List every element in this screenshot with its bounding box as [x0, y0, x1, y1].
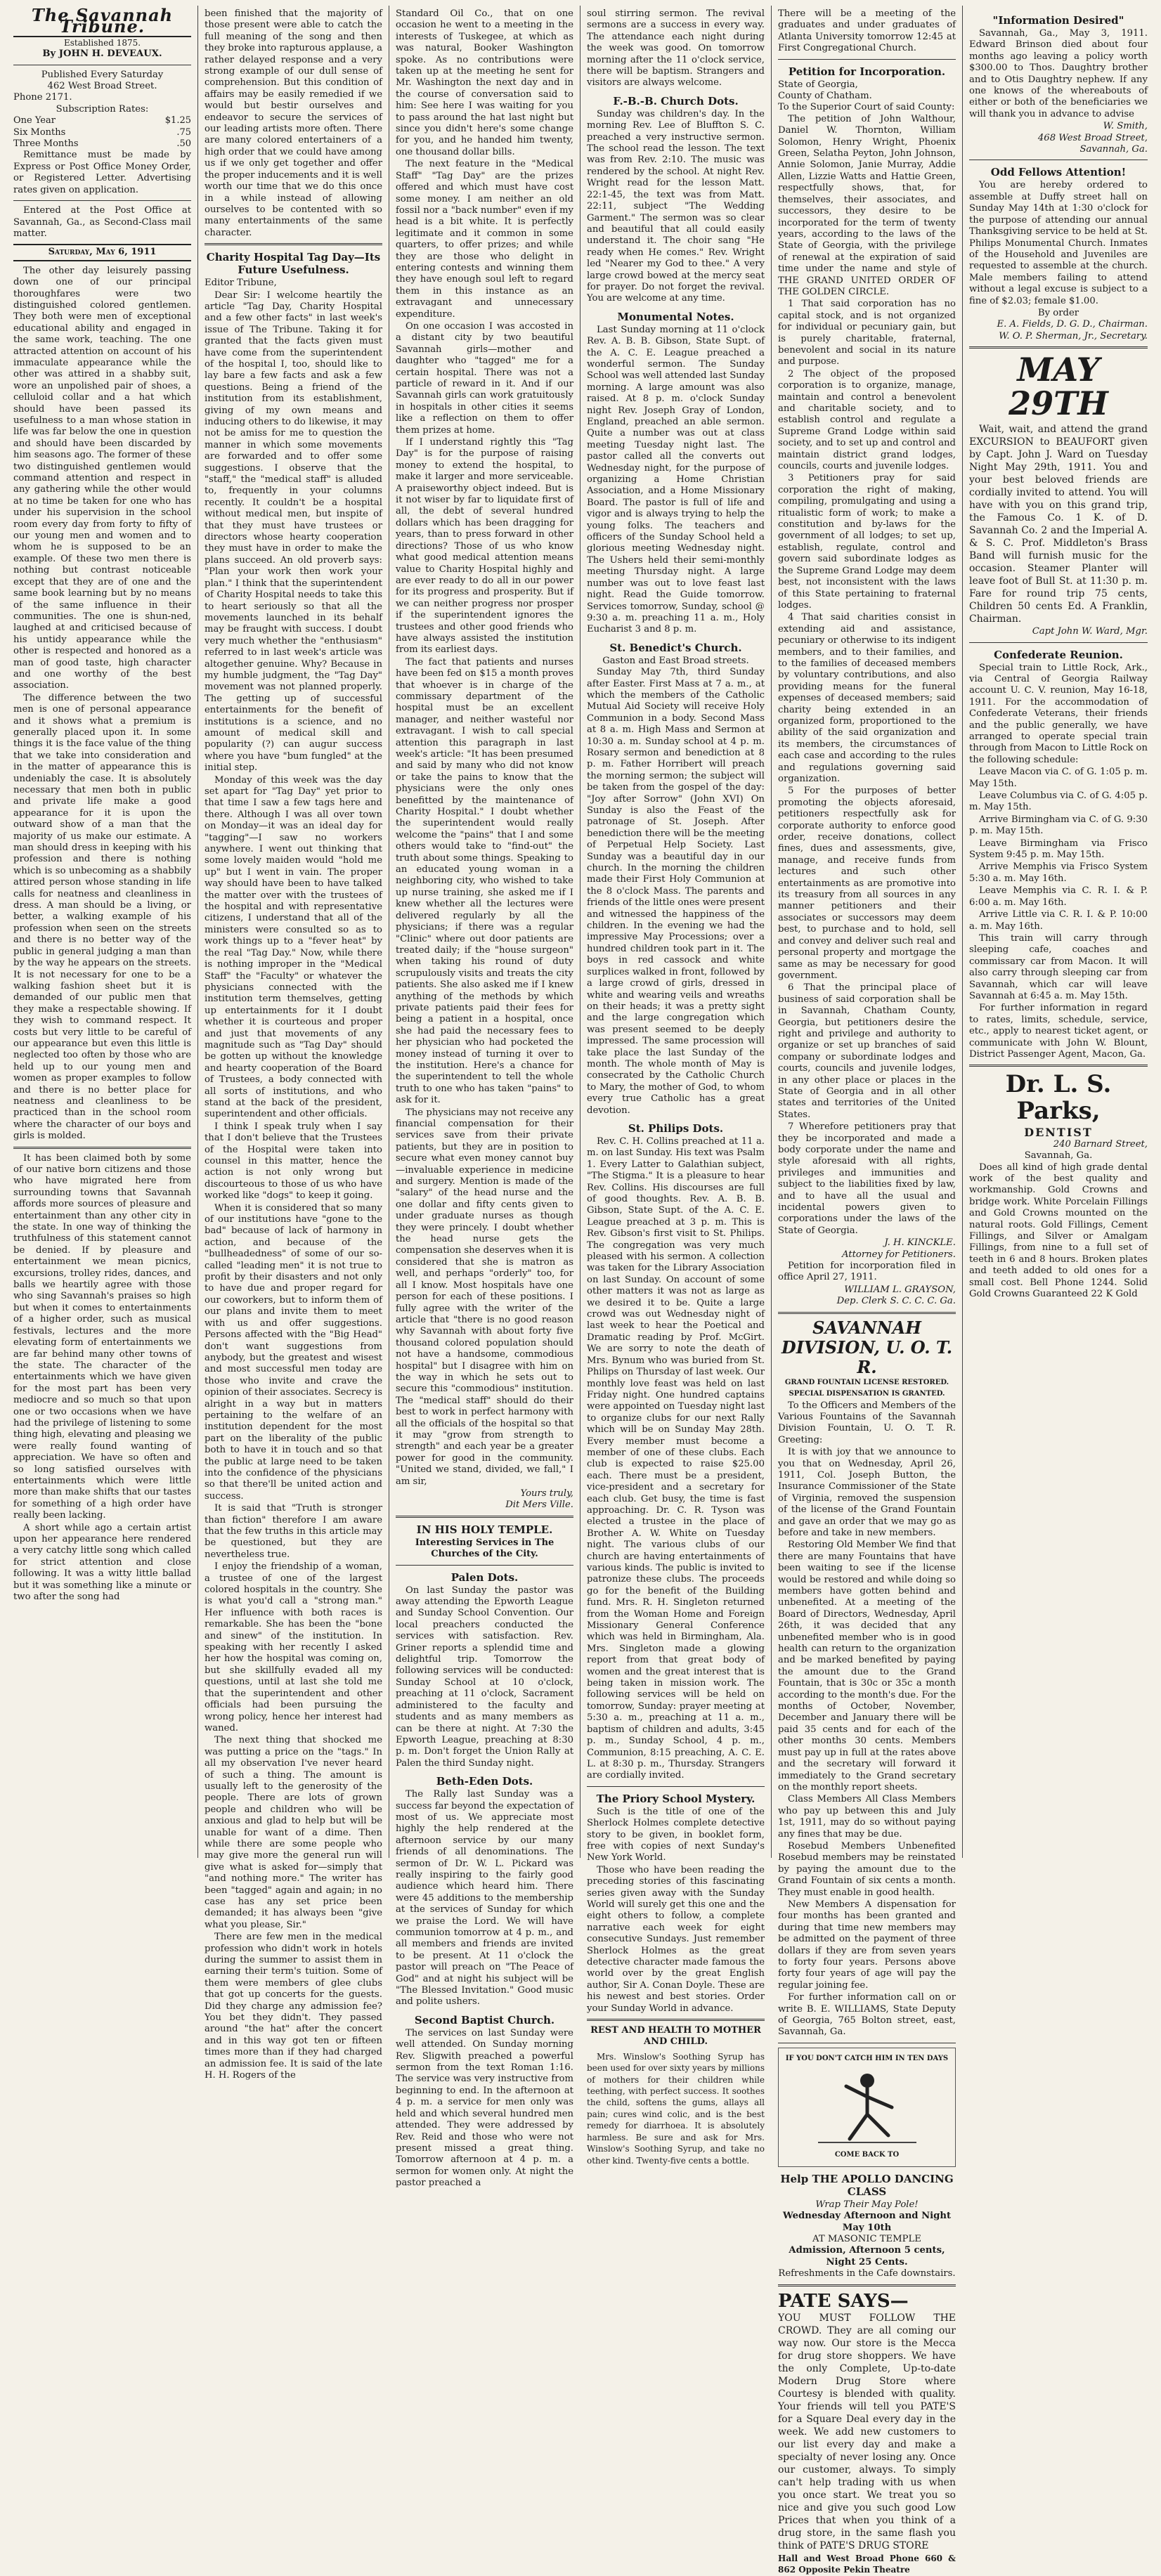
letter-paragraph: When it is considered that so many of our institutions have "gone to the bad" because of lack of harmony in action, and because of the "bullheadedness" of some of our so-called "leading men" it is not true to profit by their disasters and not only to have due and proper regard for our coworkers, but to inform them of our plans and invite them to meet with us and offer suggestions. Persons affected with the "Big Head" don't want suggestions from anybody, but the greatest and wisest and most successful men today are those who invite and crave the opinion of their associates. Secrecy is alright in a way but in matters pertaining to the welfare of an institution dependent for the most part on the liberality of the public both to have it in touch and so that the public at large need to be taken into the confidence of the physicians so that there'll be united action and success.: [205, 1202, 382, 1502]
division-paragraph: Restoring Old Member We find that there are many Fountains that have been waiting to see if the license would be restored and while doing so members have gotten behind and unbenefited. At a meeting of the Board of Directors, Wednesday, April 26th, it was decided that any unbenefited member who is in good health can return to the organization and be marked benefited by paying the amount due to the Grand Fountain, that is 30c or 35c a month according to the month's due. For the months of October, November, December and January there will be paid 35 cents and for each of the other months 30 cents. Members must pay up in full at the rates above and the secretary will forward it immediately to the Grand secretary on the monthly report sheets.: [778, 1540, 956, 1793]
church-headline: Beth-Eden Dots.: [436, 1775, 533, 1788]
notice-headline: The Priory School Mystery.: [596, 1792, 755, 1805]
church-paragraph: Sunday May 7th, third Sunday after Easter. First Mass at 7 a. m., at which the members of the Catholic Mutual Aid Society will receive Holy Communion in a body. Second Mass at 8 a. m. High Mass and Sermon at 10:30 a. m. Sunday school at 4 p. m. Rosary sermon and benediction at 8 p. m. Father Horribert will preach the morning sermon; the subject will be taken from the gospel of the day: "Joy after Sorrow" (John XVI) On Sunday is also the Feast of the patronage of St. Joseph. After benediction there will be the meeting of Perpetual Help Society. Last Sunday was a beautiful day in our church. In the morning the children made their First Holy Communion at the 8 o'clock Mass. The parents and friends of the little ones were present and witnessed the happiness of the children. In the evening we had the impressive May Processions; over a hundred children took part in it. The boys in red cassock and white surplices walked in front, followed by a large crowd of girls, dressed in white and wearing veils and wreaths on their heads; it was a pretty sight and the large congregation which was present seemed to be deeply impressed. The same procession will take place the last Sunday of the month. The whole month of May is consecrated by the Catholic Church to Mary, the mother of God, to whom every true Catholic has a great devotion.: [587, 667, 765, 1116]
editorial-paragraph: It has been claimed both by some of our native born citizens and those who have migrated here from surrounding towns that Savannah affords more sources of pleasure and entertainment than any other city in the state. In one way of thinking the truthfulness of this statement cannot be denied. If by pleasure and entertainment we mean picnics, excursions, trolley rides, dances, and balls we heartily agree with those who sing Savannah's praises so high but when it comes to entertainments of a higher order, such as musical festivals, lectures and the more elevating form of entertainments we are far behind many other towns of the state. The character of the entertainments which we have given for the most part has been very mediocre and so much so that upon one or two occasions when we have had the privilege of listening to some thing high, elevating and pleasing we were really found wanting of appreciation. We have so often and so long satisfied ourselves with entertainments which were little more than make shifts that our tastes for something of a high order have really been lacking.: [13, 1152, 191, 1521]
letter-paragraph: I think I speak truly when I say that I don't believe that the Trustees of the Hospital were taken into counsel in this matter, hence the action is not only wrong but discourteous to those of us who have worked like "dogs" to keep it going.: [205, 1121, 382, 1202]
pate-paragraph: YOU MUST FOLLOW THE CROWD. They are all coming our way now. Our store is the Mecca for drug store shoppers. We have the only Complete, Up-to-date Modern Drug Store where Courtesy is blended with quality. Your friends will tell you PATE'S for a Square Deal every day in the week. We add new customers to our list every day and make a specialty of never losing any. Once our customer, always. To simply can't help trading with us when you once start. We treat you so nice and give you such good Low Prices that when you think of a drug store, in the same flash you think of PATE'S DRUG STORE: [778, 2312, 956, 2551]
dentist-address: 240 Barnard Street,: [1053, 1138, 1148, 1150]
filed-note: Petition for incorporation filed in office April 27, 1911.: [778, 1261, 956, 1283]
masthead-published: Published Every Saturday: [41, 69, 164, 80]
church-headline: Monumental Notes.: [617, 310, 734, 323]
notice-signature: W. O. P. Sherman, Jr., Secretary.: [999, 330, 1148, 341]
legal-paragraph: 1 That said corporation has no capital stock, and is not organized for individual or pecuniary gain, but is purely charitable, fraternal, benevolent and social in its nature and purpose.: [778, 299, 956, 367]
legal-paragraph: 6 That the principal place of business of said corporation shall be in Savannah, Chatham County, Georgia, but petitioners desire the right and privilege and authority to organize or set up branches of said company or subordinate lodges and courts, councils and juvenile lodges, in any other place or places in the State of Georgia and in all other states and territories of the United States.: [778, 982, 956, 1120]
church-headline: Palen Dots.: [450, 1570, 519, 1584]
column-5: [772, 6, 963, 2575]
rate-row: Three Months .50: [13, 138, 191, 150]
apollo-subheadline: Wrap Their May Pole!: [815, 2199, 919, 2210]
notice-headline: Odd Fellows Attention!: [990, 166, 1127, 179]
apollo-date: Wednesday Afternoon and Night May 10th: [782, 2211, 952, 2233]
letter-paragraph: The next thing that shocked me was putting a price on the "tags." In all my observation I've never heard of such a thing. The amount is usually left to the generosity of the people. There are lots of grown people and children who will be anxious and glad to help but will be unable for want of a dime. Then while there are some people who may give more the general run will give what is asked for—simply that "and nothing more." The writer has been "tagged" again and again; in no case has any set price been demanded; it has always been "give what you please, Sir.": [205, 1735, 382, 1930]
division-paragraph: It is with joy that we announce to you that on Wednesday, April 26, 1911, Col. Joseph Button, the Insurance Commissioner of the State of Virginia, removed the suspension of the license of the Grand Fountain and gave an order that we may go as before and take in new members.: [778, 1447, 956, 1538]
letter-paragraph: The next feature in the "Medical Staff" "Tag Day" are the prizes offered and which must have cost some money. I am neither an old fossil nor a "back number" even if my head is a bit white. It is perfectly legitimate and it common in some quarters, to offer prizes; and while they are those who delight in entering contests and winning them they have enough soul left to regard them in this instance as an extravagant and unnecessary expenditure.: [396, 159, 573, 320]
column-6: [963, 6, 1154, 1858]
letter-paragraph: If I understand rightly this "Tag Day" is for the purpose of raising money to extend the hospital, to make it larger and more serviceable. A praiseworthy object indeed. But is it not wiser by far to liquidate first of all, the debt of several hundred dollars which has been dragging for years, than to press forward in other directions? Those of us who know what good medical attention means value to Charity Hospital highly and are ever ready to do all in our power for its progress and prosperity. But if we can neither progress nor prosper if the superintendent ignores the trustees and other good friends who have always assisted the institution from its earliest days.: [396, 437, 573, 656]
church-headline: St. Philips Dots.: [628, 1121, 724, 1135]
newspaper-page: [7, 5, 1154, 2575]
reunion-headline: Confederate Reunion.: [994, 648, 1123, 661]
division-paragraph: Rosebud Members Unbenefited Rosebud members may be reinstated by paying the amount due to the Grand Fountain of six cents a month. They must enable in good health.: [778, 1840, 956, 1898]
excursion-paragraph: Wait, wait, and attend the grand EXCURSION to BEAUFORT given by Capt. John J. Ward on Tuesday Night May 29th, 1911. You and your best beloved friends are cordially invited to attend. You will have with you on this grand trip, the Famous Co. 1 K. of D. Savannah Co. 2 and the Imperial A. & S. C. Prof. Middleton's Brass Band will furnish music for the occasion. Steamer Planter will leave foot of Bull St. at 11:30 p. m. Fare for round trip 75 cents, Children 50 cents Ed. A Franklin, Chairman.: [969, 424, 1148, 625]
apollo-headline: Help THE APOLLO DANCING CLASS: [780, 2172, 954, 2198]
excursion-headline: MAY 29TH: [1008, 351, 1108, 423]
notice-headline: "Information Desired": [992, 14, 1124, 27]
church-paragraph: The Rally last Sunday was a success far beyond the expectation of most of us. We appreciate most highly the help rendered at the afternoon service by our many friends of all denominations. The sermon of Dr. W. L. Pickard was really inspiring to the fairly good audience which heard him. There were 45 additions to the membership at the services of Sunday for which we praise the Lord. We will have communion tomorrow at 4 p. m., and all members and friends are invited to be present. At 11 o'clock the pastor will preach on "The Peace of God" and at night his subject will be "The Blessed Invitation." Good music and polite ushers.: [396, 1789, 573, 2008]
division-paragraph: To the Officers and Members of the Various Fountains of the Savannah Division Fountain, U. O. T. R. Greeting:: [778, 1400, 956, 1445]
editorial-paragraph: A short while ago a certain artist upon her appearance here rendered a very catchy little song which called for strict attention and close following. It was a witty little ballad but it was something like a minute or two after the song had: [13, 1522, 191, 1603]
legal-paragraph: 3 Petitioners pray for said corporation the right of making, compiling, promulgating and using a ritualistic form of work; to make a constitution and by-laws for the government of all lodges; to set up, establish, regulate, control and govern said subordinate lodges as the Supreme Grand Lodge may deem best, not inconsistent with the laws of this State pertaining to fraternal lodges.: [778, 473, 956, 611]
schedule-item: Leave Memphis via C. R. I. & P. 6:00 a. m. May 16th.: [969, 885, 1148, 908]
legal-paragraph: 5 For the purposes of better promoting the objects aforesaid, petitioners respectfully ask for corporate authority to enforce good order, receive donations, collect fines, dues and assessments, give, manage, and receive funds from lectures and such other entertainments as are promotive into its treasury from all sources in any manner petitioners and their associates or successors may deem best, to purchase and to hold, sell and convey and deliver such real and personal property and mortgage the same as may be necessary for good government.: [778, 786, 956, 981]
reunion-paragraph: For further information in regard to rates, limits, schedule, service, etc., apply to nearest ticket agent, or communicate with John W. Blount, District Passenger Agent, Macon, Ga.: [969, 1003, 1148, 1060]
rates-label: Subscription Rates:: [56, 103, 149, 115]
reunion-paragraph: This train will carry through sleeping cafe, coaches and commissary car from Macon. It will also carry through sleeping car from Savannah, which car will leave Savannah at 6:45 a. m. May 15th.: [969, 932, 1148, 1001]
church-headline: St. Benedict's Church.: [609, 641, 742, 654]
letter-paragraph: Standard Oil Co., that on one occasion he went to a meeting in the interests of Tuskegee, at which as was natural, Booker Washington spoke. As no contributions were taken up at the meeting he sent for Mr. Washington the next day and in the course of conversation said to him: See here I was waiting for you to pass around the hat last night but since you didn't here's some change for you, and he handed him twenty, one thousand dollar bills.: [396, 8, 573, 157]
dentist-city: Savannah, Ga.: [1024, 1150, 1093, 1162]
dentist-title: DENTIST: [1024, 1126, 1093, 1140]
illustration-caption-top: IF YOU DON'T CATCH HIM IN TEN DAYS: [785, 2055, 949, 2063]
pate-footer: Hall and West Broad Phone 660 & 862 Opposite Pekin Theatre: [778, 2553, 956, 2575]
letter-paragraph: Monday of this week was the day set apart for "Tag Day" yet prior to that time I saw a few tags here and there. Although I was all over town on Monday—it was an ideal day for "tagging"—I saw no workers anywhere. I went out thinking that some lovely maiden would "hold me up" but I went in vain. The proper way should have been to have talked the matter over with the trustees of the hospital and with representative citizens, I understand that all of the ministers were consulted so as to work things up to a "fever heat" by the real "Tag Day." Now, while there is nothing improper in the "Medical Staff" the "Faculty" or whatever the physicians connected with the institution term themselves, getting up entertainments for it I doubt whether it is courteous and proper and just that movements of any magnitude such as "Tag Day" should be gotten up without the knowledge and hearty cooperation of the Board of Trustees, a body connected with all sorts of institutions, and who stand at the back of the president, superintendent and other officials.: [205, 774, 382, 1120]
schedule-item: Arrive Little via C. R. I. & P. 10:00 a. m. May 16th.: [969, 909, 1148, 932]
apollo-admission: Admission, Afternoon 5 cents, Night 25 Cents.: [789, 2245, 945, 2268]
rates-list: [13, 115, 191, 150]
letter-paragraph: There are few men in the medical profession who didn't work in hotels during the summer to assist them in earning their term's tuition. Some of them were members of glee clubs that got up concerts for the guests. Did they charge any admission fee? You bet they didn't. They passed around "the hat" after the concert and in this way got ten or fifteen times more than if they had charged an admission fee. It is said of the late H. H. Rogers of the: [205, 1932, 382, 2081]
editorial-paragraph: The other day leisurely passing down one of our principal thoroughfares were two distinguished colored gentlemen. They both were men of exceptional educational ability and engaged in the same work, teaching. The one attracted attention on account of his immaculate appearance while the other was attired in a shabby suit, wore an unpolished pair of shoes, a celluloid collar and a hat which should have been passed its usefulness to a man whose station in life was far below the one in question and should have been discarded by him seasons ago. The former of these two distinguished gentlemen would command attention and respect in any gathering while the other would at no time be taken for one who has under his supervision in the school room every day from forty to fifty of our young men and women and to whom he is supposed to be an example. Of these two men there is nothing but contrast noticeable except that they are of one and the same book learning but by no means of the same influence in their communities. The one is shun-ned, laughed at and criticised because of his untidy appearance while the other is respected and honored as a man of good taste, high character and one worthy of the best association.: [13, 265, 191, 691]
letter-paragraph: I enjoy the friendship of a woman, a trustee of one of the largest colored hospitals in the country. She is what you'd call a "strong man." Her influence with both races is remarkable. She has been the "bone and sinew" of the institution. In speaking with her recently I asked her how the hospital was coming on, but she skillfully evaded all my questions, until at last she told me that the superintendent and other officials had been pursuing the wrong policy, hence her interest had waned.: [205, 1561, 382, 1733]
section-headline: IN HIS HOLY TEMPLE.: [416, 1523, 553, 1536]
letter-paragraph: It is said that "Truth is stronger than fiction" therefore I am aware that the few truths in this article may be questioned, but they are nevertheless true.: [205, 1503, 382, 1560]
attorney-role: Attorney for Petitioners.: [841, 1249, 956, 1260]
letter-salutation: Editor Tribune,: [205, 278, 277, 289]
church-address: Gaston and East Broad streets.: [602, 655, 749, 666]
church-paragraph: Sunday was children's day. In the morning Rev. Lee of Bluffton S. C. preached a very instructive sermon. The school read the lesson. The text was from Rev. 2:10. The music was rendered by the school. At night Rev. Wright read for the lesson Matt. 22:1-45, the text was from Matt. 22:11, subject "The Wedding Garment." The sermon was so clear and beautiful that all could easily understand it. The choir sang "He ready when He comes." Rev. Wright led "Nearer my God to thee." A very large crowd bowed at the mercy seat for prayer. Do not forget the revival. You are welcome at any time.: [587, 108, 765, 304]
letter-paragraph: Dear Sir: I welcome heartily the article "Tag Day, Charity Hospital and a few other facts" in last week's issue of The Tribune. Taking it for granted that the facts given must have come from the superintendent of the hospital I, too, should like to lay bare a few facts and ask a few questions. Being a friend of the institution from its establishment, giving of my own means and inducing others to do likewise, it may not be amiss for me to question the manner in which some movements are forwarded and to offer some suggestions. I observe that the "staff," the "medical staff" is alluded to, frequently in your columns recently. It couldn't be a hospital without medical men, but inspite of that they must have trustees or directors whose hearty cooperation they must have in order to make the plans succeed. An old proverb says: "Plan your work then work your plan." I think that the superintendent of Charity Hospital needs to take this to heart seriously so that all the movements launched in its behalf may be fraught with success. I doubt very much whether the "enthusiasm" referred to in last week's article was altogether genuine. Why? Because in my humble judgment, the "Tag Day" movement was not planned properly. The getting up of successful entertainments for the benefit of institutions is a science, and no amount of medical skill and popularity (?) can augur success where you have "bum fungled" at the initial step.: [205, 290, 382, 774]
legal-address: To the Superior Court of said County:: [778, 102, 955, 113]
column-1: [7, 6, 198, 1858]
pate-headline: PATE SAYS—: [778, 2290, 909, 2312]
dancer-figure-icon: [797, 2065, 938, 2149]
excursion-signature: Capt John W. Ward, Mgr.: [1032, 626, 1148, 637]
notice-paragraph: Such is the title of one of the Sherlock Holmes complete detective story to be given, in booklet form, free with copies of next Sunday's New York World.: [587, 1806, 765, 1863]
notice-signature: 468 West Broad Street,: [1037, 132, 1148, 143]
legal-paragraph: 7 Wherefore petitioners pray that they be incorporated and made a body corporate under the name and style aforesaid with all rights, privileges and immunities and subject to the liabilities fixed by law, and to have all the usual and incidental powers given to corporations under the laws of the State of Georgia.: [778, 1121, 956, 1236]
letter-paragraph: On one occasion I was accosted in a distant city by two beautiful Savannah girls—mother and daughter who "tagged" me for a certain hospital. There was not a particle of reward in it. And if our Savannah girls can work gratuitously in hospitals in other cities it seems like a reflection on them to offer them prizes at home.: [396, 320, 573, 436]
schedule-item: Leave Columbus via C. of G. 4:05 p. m. May 15th.: [969, 791, 1148, 813]
legal-paragraph: 4 That said charities consist in extending aid and assistance, pecuniary or otherwise to its indigent members, and to their families, and to the families of deceased members by voluntary contributions, and also providing means for the funeral expenses of deceased members; said charity being extended in an organized form, proportioned to the ability of the said organization and its members, the circumstances of each case and according to the rules and regulations governing said organization.: [778, 612, 956, 784]
article-headline: Charity Hospital Tag Day—Its Future Usefulness.: [206, 251, 381, 277]
legal-headline: Petition for Incorporation.: [788, 65, 946, 78]
entered-note: Entered at the Post Office at Savannah, Ga., as Second-Class mail matter.: [13, 205, 191, 239]
church-paragraph: On last Sunday the pastor was away attending the Epworth League and Sunday School Convention. Our local preachers conducted the services with satisfaction. Rev. Griner reports a splendid time and delightful trip. Tomorrow the following services will be conducted: Sunday School at 10 o'clock, preaching at 11 o'clock, Sacrament administered to the faculty and students and as many members as can be there at night. At 7:30 the Epworth League, preaching at 8:30 p. m. Don't forget the Union Rally at Palen the third Sunday night.: [396, 1585, 573, 1769]
notice-paragraph: Savannah, Ga., May 3, 1911. Edward Brinson died about four months ago leaving a policy worth $300.00 to Thos. Daughtry brother and to Otis Daughtry nephew. If any one knows of the whereabouts of either or both of the beneficiaries we will thank you in advance to advise: [969, 28, 1148, 119]
schedule-item: Leave Birmingham via Frisco System 9:45 p. m. May 15th.: [969, 838, 1148, 861]
schedule-item: Leave Macon via C. of G. 1:05 p. m. May 15th.: [969, 767, 1148, 789]
church-paragraph: soul stirring sermon. The revival sermons are a success in every way. The attendance each night during the week was good. On tomorrow morning after the 11 o'clock service, there will be baptism. Strangers and visitors are always welcome.: [587, 8, 765, 89]
illustration-caption-bottom: COME BACK TO: [834, 2150, 900, 2159]
notice-signature: Savannah, Ga.: [1079, 144, 1148, 155]
dancing-illustration: [778, 2048, 956, 2167]
notice-signature: E. A. Fields, D. G. D., Chairman.: [997, 319, 1148, 330]
schedule-item: Arrive Birmingham via C. of G. 9:30 p. m. May 15th.: [969, 814, 1148, 837]
column-2: [198, 6, 389, 2081]
schedule-item: Arrive Memphis via Frisco System 5:30 a. m. May 16th.: [969, 861, 1148, 884]
legal-paragraph: 2 The object of the proposed corporation is to organize, manage, maintain and control a benevolent and charitable society, and to establish control and regulate a Supreme Grand Lodge within said society, and to set up and control and maintain district grand lodges, councils, courts and juvenile lodges.: [778, 368, 956, 472]
apollo-note: Refreshments in the Cafe downstairs.: [778, 2268, 956, 2279]
division-subtitle: GRAND FOUNTAIN LICENSE RESTORED. SPECIAL DISPENSATION IS GRANTED.: [784, 1378, 949, 1398]
church-paragraph: Rev. C. H. Collins preached at 11 a. m. on last Sunday. His text was Psalm 1. Every Latter to Galathian subject, "The Stigma." It is a pleasure to hear Rev. Collins. His discourses are full of good thoughts. Rev. A. B. B. Gibson, State Supt. of the A. C. E. League preached at 3 p. m. This is Rev. Gibson's first visit to St. Philips. The congregation was very much pleased with his sermon. A collection was taken for the Library Association on last Sunday. On account of some other matters it was not as large as we desired it to be. Quite a large crowd was out Wednesday night of last week to hear the Poetical and Dramatic reading by Prof. McGirt. We are sorry to note the death of Mrs. Bynum who was buried from St. Philips on Thursday of last week. Our monthly love feast was held on last Friday night. One hundred captains were appointed on Tuesday night last to organize clubs for our next Rally which will be on Sunday May 28th. Every member must become a member of one of these clubs. Each club is expected to raise $25.00 each. There must be a president, vice-president and a secretary for each club. Get busy, the time is fast approaching. Dr. C. R. Tyson was elected a trustee in the place of Brother A. W. White on Tuesday night. The various clubs of our church are having entertainments of various kinds. The public is invited to patronize these clubs. The proceeds go for the benefit of the Building fund. Mrs. R. H. Singleton returned from the Woman Home and Foreign Missionary General Conference which was held in Birmingham, Ala. Mrs. Singleton made a glowing report from that great body of women and the great interest that is being taken in mission work. The following services will be held on tomorrow, Sunday: prayer meeting at 5:30 a. m., preaching at 11 a. m., baptism of children and adults, 3:45 p. m., Sunday School, 4 p. m., Communion, 8:15 preaching, A. C. E. L. at 8:30 p. m., Thursday. Strangers are cordially invited.: [587, 1136, 765, 1781]
division-paragraph: New Members A dispensation for four months has been granted and during that time new members may be admitted on the payment of three dollars if they are from seven years to forty four years. Persons above forty four years of age will pay the regular joining fee.: [778, 1899, 956, 1991]
ad-paragraph: Mrs. Winslow's Soothing Syrup has been used for over sixty years by millions of mothers for their children while teething, with perfect success. It soothes the child, softens the gums, allays all pain; cures wind colic, and is the best remedy for diarrhoea. It is absolutely harmless. Be sure and ask for Mrs. Winslow's Soothing Syrup, and take no other kind. Twenty-five cents a bottle.: [587, 2051, 765, 2166]
legal-paragraph: The petition of John Walthour, Daniel W. Thornton, William Solomon, Henry Wright, Phoenix Green, Selatha Peyton, John Johnson, Annie Solomon, Janie Murray, Addie Allen, Lizzie Watts and Hattie Green, respectfully shows, that, for themselves, their associates, and successors, they desire to be incorporated for the term of twenty years, according to the laws of the State of Georgia, with the privilege of renewal at the expiration of said time under the name and style of THE GRAND UNITED ORDER OF THE GOLDEN CIRCLE.: [778, 113, 956, 297]
letter-closing: Yours truly,: [520, 1488, 573, 1499]
division-paragraph: For further information call on or write B. E. WILLIAMS, State Deputy of Georgia, 765 Bolton street, east, Savannah, Ga.: [778, 1992, 956, 2038]
letter-paragraph: The fact that patients and nurses have been fed on $15 a month proves that whoever is in charge of the commissary department of the hospital must be an excellent manager, and neither wasteful nor extravagant. I wish to call special attention this paragraph in last week's article: "It has been presumed and said by many who did not know or take the pains to know that the physicians were the only ones benefitted by the maintenance of Charity Hospital." I doubt whether the superintendent would really welcome the "pains" that I and some others would take to "find-out" the truth about some things. Speaking to an educated young woman in a neighboring city, who wished to take up nurse training, she asked me if I knew whether all the lectures were delivered regularly by all the physicians; if there was a regular "Clinic" where out door patients are treated daily; if the "house surgeon" when taking his round of duty scrupulously visits and treats the city patients. She also asked me if I knew anything of the methods by which private patients paid their fees for being a patient in a hospital, once she had paid the necessary fees to her physician who had pocketed the money instead of turning it over to the institution. Here's a chance for the superintendent to tell the whole truth to one who has taken "pains" to ask for it.: [396, 656, 573, 1106]
notice-paragraph: You are hereby ordered to assemble at Duffy street hall on Sunday May 14th at 1:30 o'clock for the purpose of attending our annual Thanksgiving service to be held at St. Philips Monumental Church. Inmates of the Household and Juveniles are requested to assemble at the church. Male members failing to attend without a legal excuse is subject to a fine of $2.03; female $1.00.: [969, 180, 1148, 306]
section-subheadline: Interesting Services in The Churches of the City.: [415, 1537, 554, 1560]
notice-paragraph: There will be a meeting of the graduates and under graduates of Atlanta University tomorrow 12:45 at First Congregational Church.: [778, 8, 956, 54]
notice-by: By order: [1037, 307, 1079, 318]
editorial-paragraph: been finished that the majority of those present were able to catch the full meaning of the song and then they broke into rapturous applause, a rather delayed response and a very strong example of our dull sense of comprehension. But this condition of affairs may be easily remedied if we would but bestir ourselves and endeavor to secure the services of our leading artists more often. There are many colored entertainers of a high order that we could have among us if we only get together and offer the proper inducements and it is well worth our time that we do this once in a while instead of allowing ourselves to be contented with so many entertainments of the same character.: [205, 8, 382, 238]
church-headline: F.-B.-B. Church Dots.: [613, 94, 739, 108]
apollo-location: AT MASONIC TEMPLE: [812, 2234, 921, 2245]
masthead-address: 462 West Broad Street.: [47, 81, 157, 92]
division-paragraph: Class Members All Class Members who pay up between this and July 1st, 1911, may do so without paying any fines that may be due.: [778, 1794, 956, 1840]
division-title: SAVANNAH DIVISION, U. O. T. R.: [781, 1317, 953, 1377]
church-paragraph: Last Sunday morning at 11 o'clock Rev. A. B. B. Gibson, State Supt. of the A. C. E. League preached a wonderful sermon. The Sunday School was well attended last Sunday morning. A large amount was also raised. At 8 p. m. o'clock Sunday night Rev. Joseph Gray of London, England, preached an able sermon. Quite a number was out at class meeting Tuesday night last. The pastor called all the converts out Wednesday night, for the purpose of organizing a Home Christian Association, and a Home Missionary Board. The pastor is full of life and vigor and is always trying to help the young folks. The teachers and officers of the Sunday School held a glorious meeting Wednesday night. The Ushers held their semi-monthly meeting Thursday night. A large number was out to love feast last night. Read the Guide tomorrow. Services tomorrow, Sunday, school @ 9:30 a. m. preaching 11 a. m., Holy Eucharist 3 and 8 p. m.: [587, 324, 765, 635]
letter-paragraph: The physicians may not receive any financial compensation for their services save from their private patients, but they are in position to secure what even money cannot buy—invaluable experience in medicine and surgery. Mention is made of the "salary" of the head nurse and the one dollar and fifty cents given to under graduate nurses as though they were princely. I doubt whether the head nurse gets the compensation she deserves when it is considered that she is matron as well, and perhaps "orderly" too, for all I know. Most hospitals have one person for each of these positions. I fully agree with the writer of the article that "there is no good reason why Savannah with about forty five thousand colored population should not have a handsome, commodious hospital" but I disagree with him on the way in which he sets out to secure this "commodious" institution. The "medical staff" should do their best to work in perfect harmony with all the officials of the hospital so that it may "grow from strength to strength" and each year be a greater power for good in the community. "United we stand, divided, we fall," I am sir,: [396, 1107, 573, 1487]
legal-state: State of Georgia,: [778, 79, 858, 90]
masthead-phone: Phone 2171.: [13, 92, 72, 103]
editorial-paragraph: The difference between the two men is one of personal appearance and it shows what a premium is generally placed upon it. In some things it is the face value of the thing that we take into consideration and in the matter of appearance this is undeniably the case. It is absolutely necessary that men both in public and private life make a good appearance for it is upon the outward show of a man that the majority of us make our estimate. A man should dress in keeping with his profession and there is nothing which is so unbecoming as a shabbily attired person whose standing in life calls for neatness and cleanliness in dress. A man should be a living, or better, a walking example of his profession when seen on the streets and there is no better way of the public in general judging a man than by the way he appears on the streets. It is not necessary for one to be a walking fashion sheet but it is demanded of our public men that they make a respectable showing. If they wish to command respect. It costs but very little to be careful of our appearance but even this little is neglected too often by those who are held up to our young men and women as proper examples to follow and there is no better place for neatness and cleanliness to be practiced than in the school room where the character of our boys and girls is molded.: [13, 692, 191, 1142]
column-3: [389, 6, 580, 2189]
reunion-paragraph: Special train to Little Rock, Ark., via Central of Georgia Railway account U. C. V. reunion, May 16-18, 1911. For the accommodation of Confederate Veterans, their friends and the public generally, we have arranged to operate special train through from Macon to Little Rock on the following schedule:: [969, 662, 1148, 765]
masthead-publisher: By JOHN H. DEVEAUX.: [42, 48, 162, 60]
masthead-title: The Savannah Tribune.: [13, 8, 191, 37]
dentist-paragraph: Does all kind of high grade dental work of the best quality and workmanship. Gold Crowns and bridge work. White Porcelain Fillings and Gold Crowns mounted on the natural roots. Gold Fillings, Cement Fillings, and Silver or Amalgam Fillings, from nine to a full set of teeth in 6 and 8 hours. Broken plates and teeth added to old ones for a small cost. Bell Phone 1244. Solid Gold Crowns Guaranteed 22 K Gold: [969, 1162, 1148, 1300]
rate-row: One Year $1.25: [13, 115, 191, 126]
masthead-established: Established 1875.: [63, 37, 141, 48]
letter-signature: Dit Mers Ville.: [505, 1500, 573, 1511]
clerk-role: Dep. Clerk S. C. C. C. Ga.: [836, 1296, 956, 1307]
legal-county: County of Chatham.: [778, 91, 872, 102]
column-4: [580, 6, 772, 2166]
rate-row: Six Months .75: [13, 126, 191, 138]
ad-headline: REST AND HEALTH TO MOTHER AND CHILD.: [590, 2025, 761, 2048]
notice-signature: W. Smith,: [1103, 121, 1148, 132]
church-headline: Second Baptist Church.: [414, 2013, 555, 2027]
issue-date: Saturday, May 6, 1911: [13, 244, 191, 261]
dentist-name: Dr. L. S. Parks,: [1005, 1070, 1112, 1126]
remittance-note: Remittance must be made by Express or Post Office Money Order, or Registered Letter. Advertising rates given on application.: [13, 150, 191, 195]
clerk-name: WILLIAM L. GRAYSON,: [844, 1284, 956, 1295]
church-paragraph: The services on last Sunday were well attended. On Sunday morning Rev. Sligwith preached a powerful sermon from the text Roman 1:16. The service was very instructive from beginning to end. In the afternoon at 4 p. m. a service for men only was held and which several hundred men attended. They were addressed by Rev. Reid and those who were not present missed a great thing. Tomorrow afternoon at 4 p. m. a sermon for women only. At night the pastor preached a: [396, 2027, 573, 2189]
notice-paragraph: Those who have been reading the preceding stories of this fascinating series given away with the Sunday World will surely get this one and the eight others to follow, a complete narrative each week for eight consecutive Sundays. Just remember Sherlock Holmes as the great detective character made famous the world over by the great English author, Sir A. Conan Doyle. These are his newest and best stories. Order your Sunday World in advance.: [587, 1864, 765, 2014]
attorney-name: J. H. KINCKLE.: [884, 1237, 956, 1249]
